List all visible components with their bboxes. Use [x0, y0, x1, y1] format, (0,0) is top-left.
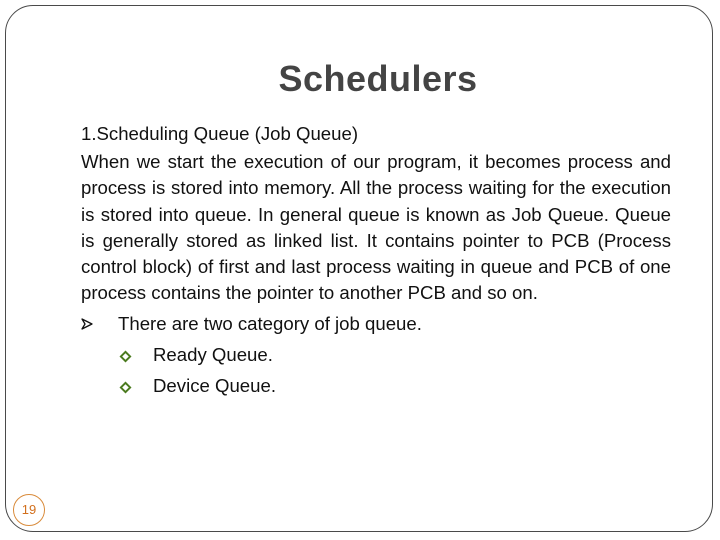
diamond-bullet-icon	[119, 381, 132, 394]
slide-title: Schedulers	[278, 58, 478, 99]
arrowhead-bullet-icon	[81, 318, 93, 330]
slide-content	[81, 121, 671, 399]
sub-bullet-item	[81, 342, 671, 368]
page-number-badge: 19	[13, 494, 45, 526]
body-paragraph: When we start the execution of our program, it becomes process and process is stored into memory. All the process waiting for the execution is stored into queue. In general queue is known as Job Queue. Queue is generally stored as linked list. It contains pointer to PCB (Process control block) of first and last process waiting in queue and PCB of one process contains the pointer to another PCB and so on.	[81, 151, 671, 304]
sub-bullet-text: Ready Queue.	[153, 344, 273, 366]
bullet-item	[81, 311, 671, 337]
sub-bullet-item	[81, 373, 671, 399]
bullet-text: There are two category of job queue.	[118, 313, 422, 335]
diamond-bullet-icon	[119, 350, 132, 363]
section-heading: 1.Scheduling Queue (Job Queue)	[81, 123, 359, 144]
sub-bullet-text: Device Queue.	[153, 375, 276, 397]
